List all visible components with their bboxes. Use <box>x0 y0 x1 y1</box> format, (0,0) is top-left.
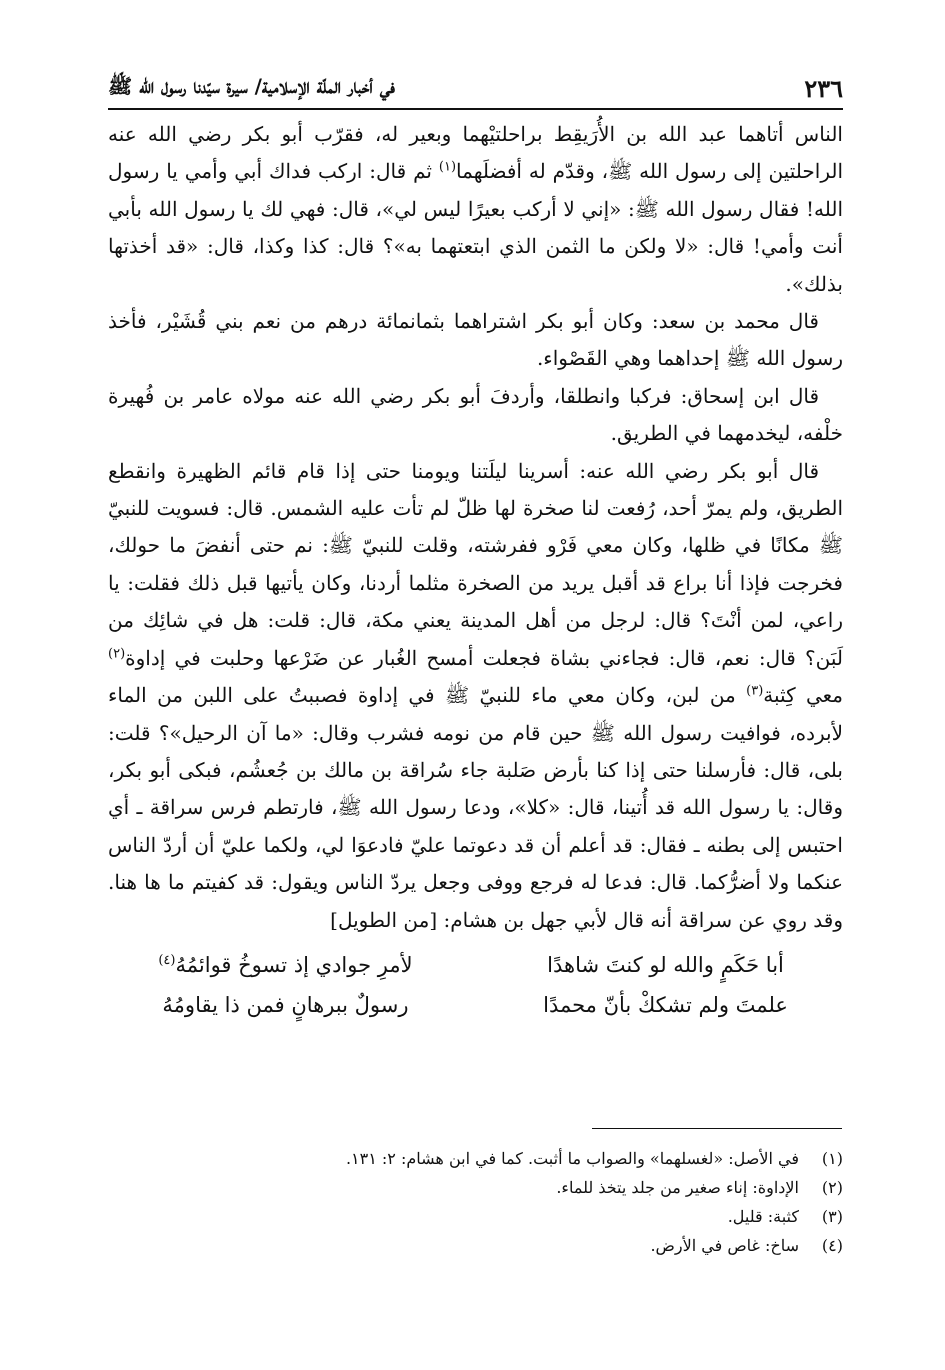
footnote-number: (٢) <box>821 1178 843 1197</box>
footnote-text: ساخ: غاص في الأرض. <box>650 1236 799 1255</box>
footnote-number: (٣) <box>821 1207 843 1226</box>
footnote-text: الإداوة: إناء صغير من جلد يتخذ للماء. <box>556 1178 799 1197</box>
footnote-3 <box>108 1202 843 1231</box>
paragraph-3: قال ابن إسحاق: فركبا وانطلقا، وأردفَ أبو بكر رضي الله عنه مولاه عامر بن فُهيرة خلْفه، ليخدمهما في الطريق. <box>108 383 843 446</box>
poem-verse-2 <box>108 985 843 1025</box>
verse-1-second-hemistich <box>130 945 441 985</box>
paragraph-1 <box>108 116 843 303</box>
poem <box>108 945 843 1025</box>
main-text <box>108 116 843 1025</box>
footnote-ref-3: (٣) <box>746 683 764 699</box>
verse-1-second-text: لأمرِ جوادي إذ تسوخُ قوائمُهُ <box>175 952 413 977</box>
footnote-number: (١) <box>821 1149 843 1168</box>
footnote-number: (٤) <box>821 1236 843 1255</box>
footnotes <box>108 1144 843 1260</box>
paragraph-4-text-c: من لبن، وكان معي ماء للنبيّ ﷺ في إداوة فصببتُ على اللبن من الماء لأبرده، فوافيت رسول الله ﷺ حين قام من نومه فشرب وقال: «ما آن الرحيل»؟ قلت: بلى، قال: فأرسلنا حتى إذا كنا بأرض صَلبة جاء سُراقة بن مالك بن جُعشُم، فبكى أبو بكر، وقال: يا رسول الله قد أُتينا، قال: «كلا»، ودعا رسول الله ﷺ، فارتطم فرس سراقة ـ أي احتبس إلى بطنه ـ فقال: قد أعلم أن قد دعوتما عليّ فادعوَا لي، ولكما عليّ أن أردّ الناس عنكما ولا أضرُّكما. قال: فدعا له فرجع ووفى وجعل يردّ الناس ويقول: قد كفيتم ما ها هنا. وقد روي عن سراقة أنه قال لأبي جهل بن هشام: [من الطويل] <box>108 683 843 932</box>
footnote-separator <box>592 1128 842 1129</box>
page-number: ٢٣٦ <box>804 73 843 103</box>
paragraph-2: قال محمد بن سعد: وكان أبو بكر اشتراهما بثمانمائة درهم من نعم بني قُشَيْر، فأخذ رسول الله ﷺ إحداهما وهي القَصْواء. <box>108 309 843 371</box>
running-title: في أخبار الملّة الإسلامية/ سيرة سيّدنا رسول الله ﷺ <box>108 73 395 98</box>
verse-1-first-hemistich: أبا حَكَمٍ والله لو كنتَ شاهدًا <box>547 952 784 977</box>
footnote-ref-1: (١) <box>438 159 457 175</box>
paragraph-4-text-a: قال أبو بكر رضي الله عنه: أسرينا ليلَتنا ويومنا حتى إذا قام قائم الظهيرة وانقطع الطريق، ولم يمرّ أحد، رُفعت لنا صخرة لها ظلّ لم تأت عليه الشمس. قال: فسويت للنبيّ ﷺ مكانًا في ظلها، وكان معي فَرْو ففرشته، وقلت للنبيّ ﷺ: نم حتى أنفضَ ما حولك، فخرجت فإذا أنا براع قد أقبل يريد من الصخرة مثلما أردنا، وكان يأتيها قبل ذلك فقلت: يا راعي، لمن أنْتَ؟ قال: لرجل من أهل المدينة يعني مكة، قال: قلت: هل في شائِك من لَبَن؟ قال: نعم، قال: فجاءني بشاة فجعلت أمسح الغُبار عن ضَرْعها وحلبت في إداوة <box>108 458 843 670</box>
footnote-ref-4: (٤) <box>158 952 176 968</box>
paragraph-4-text-b: معي كِثبة <box>763 683 843 708</box>
footnote-4 <box>108 1231 843 1260</box>
paragraph-4 <box>108 453 843 939</box>
footnote-text: في الأصل: «لغسلهما» والصواب ما أثبت. كما في ابن هشام: ٢: ١٣١. <box>345 1149 799 1168</box>
footnote-2 <box>108 1173 843 1202</box>
paragraph-1-continued: ثم قال: اركب فداك أبي وأمي يا رسول الله! فقال رسول الله ﷺ: «إني لا أركب بعيرًا ليس لي»، قال: فهي لك يا رسول الله بأبي أنت وأمي! قال: «لا ولكن ما الثمن الذي ابتعتهما به»؟ قال: كذا وكذا، قال: «قد أخذتها بذلك». <box>108 159 843 296</box>
verse-2-second-hemistich: رسولٌ ببرهانٍ فمن ذا يقاومُهُ <box>162 992 409 1017</box>
page-header <box>108 68 843 110</box>
footnote-text: كثبة: قليل. <box>727 1207 799 1226</box>
poem-verse-1 <box>108 945 843 985</box>
footnote-1 <box>108 1144 843 1173</box>
paragraph-1-text: الناس أتاهما عبد الله بن الأُرَيقِط براحلتيْهما وبعير له، فقرّب أبو بكر رضي الله عنه الراحلتين إلى رسول الله ﷺ، وقدّم له أفضلَهما <box>108 122 844 184</box>
verse-2-first-hemistich: علمتَ ولم تشككْ بأنّ محمدًا <box>543 992 788 1017</box>
footnote-ref-2: (٢) <box>108 646 126 662</box>
